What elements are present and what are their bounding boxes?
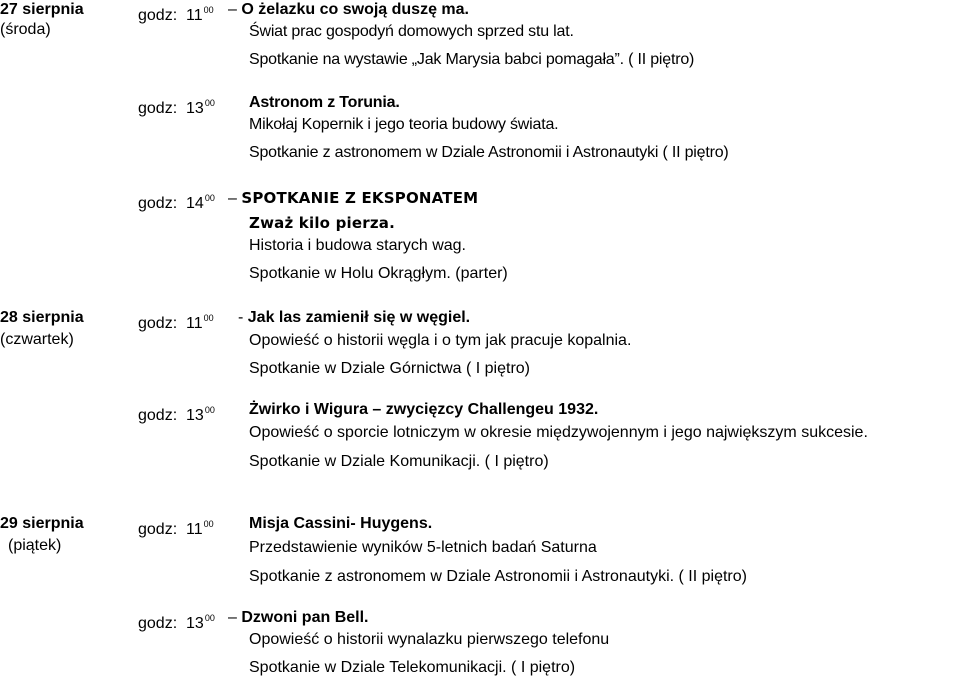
day-weekday: (czwartek) (0, 331, 74, 348)
event-time (138, 400, 215, 424)
event-line: Świat prac gospodyń domowych sprzed stu lat. (249, 23, 574, 40)
minutes: 00 (204, 193, 215, 203)
hour: 13 (186, 407, 204, 424)
event-line: Historia i budowa starych wag. (249, 237, 466, 254)
event-time (138, 608, 215, 632)
day-date: 29 sierpnia (0, 515, 84, 532)
event-time (138, 0, 214, 24)
event-title-row (228, 0, 469, 20)
event-line: Spotkanie w Holu Okrągłym. (parter) (249, 265, 508, 282)
event-title: Jak las zamienił się w węgiel. (247, 309, 471, 326)
event-line: Spotkanie na wystawie „Jak Marysia babci pomagała”. ( II piętro) (249, 51, 695, 68)
day-2 (0, 308, 84, 350)
hour: 14 (186, 195, 204, 212)
hour: 11 (186, 521, 203, 538)
event-title: Misja Cassini- Huygens. (249, 515, 433, 532)
minutes: 00 (203, 313, 214, 323)
minutes: 00 (203, 519, 214, 529)
godz-label: godz: (138, 315, 178, 332)
hour: 13 (186, 100, 204, 117)
godz-label: godz: (138, 521, 178, 538)
event-title-row (238, 308, 470, 328)
hour: 11 (186, 7, 203, 24)
event-line: Spotkanie w Dziale Górnictwa ( I piętro) (249, 360, 530, 377)
day-date: 28 sierpnia (0, 309, 84, 326)
event-time (138, 514, 214, 538)
event-time (138, 93, 215, 117)
dash: – (228, 1, 237, 18)
event-line: Spotkanie z astronomem w Dziale Astronomii i Astronautyki. ( II piętro) (249, 568, 747, 585)
dash: - (238, 309, 244, 326)
godz-label: godz: (138, 615, 178, 632)
godz-label: godz: (138, 7, 178, 24)
day-date: 27 sierpnia (0, 1, 84, 18)
minutes: 00 (204, 405, 215, 415)
event-line: Opowieść o historii wynalazku pierwszego telefonu (249, 631, 610, 648)
hour: 13 (186, 615, 204, 632)
event-title: Dzwoni pan Bell. (241, 609, 369, 626)
minutes: 00 (203, 5, 214, 15)
event-line: Opowieść o historii węgla i o tym jak pracuje kopalnia. (249, 332, 632, 349)
event-time (138, 308, 214, 332)
day-1 (0, 0, 84, 40)
event-line: Mikołaj Kopernik i jego teoria budowy świata. (249, 116, 559, 133)
hour: 11 (186, 315, 203, 332)
minutes: 00 (204, 613, 215, 623)
day-weekday: (środa) (0, 21, 51, 38)
event-line: Opowieść o sporcie lotniczym w okresie międzywojennym i jego największym sukcesie. (249, 424, 868, 441)
event-line: Przedstawienie wyników 5-letnich badań Saturna (249, 539, 597, 556)
event-title: Żwirko i Wigura – zwycięzcy Challengeu 1932. (249, 401, 599, 418)
dash: – (228, 609, 237, 626)
day-weekday: (piątek) (8, 537, 62, 554)
event-title-row (228, 188, 478, 208)
event-title: SPOTKANIE Z EKSPONATEM (241, 189, 479, 207)
event-title: Astronom z Torunia. (249, 94, 400, 111)
event-line: Spotkanie w Dziale Komunikacji. ( I piętro) (249, 453, 549, 470)
day-3 (0, 514, 84, 556)
event-line: Spotkanie w Dziale Telekomunikacji. ( I piętro) (249, 659, 576, 676)
event-line: Zważ kilo pierza. (249, 214, 395, 232)
event-time (138, 188, 215, 212)
dash: – (228, 190, 237, 207)
minutes: 00 (204, 98, 215, 108)
godz-label: godz: (138, 407, 178, 424)
godz-label: godz: (138, 100, 178, 117)
godz-label: godz: (138, 195, 178, 212)
event-line: Spotkanie z astronomem w Dziale Astronomii i Astronautyki ( II piętro) (249, 144, 729, 161)
event-title-row (228, 608, 368, 628)
event-title: O żelazku co swoją duszę ma. (241, 1, 469, 18)
